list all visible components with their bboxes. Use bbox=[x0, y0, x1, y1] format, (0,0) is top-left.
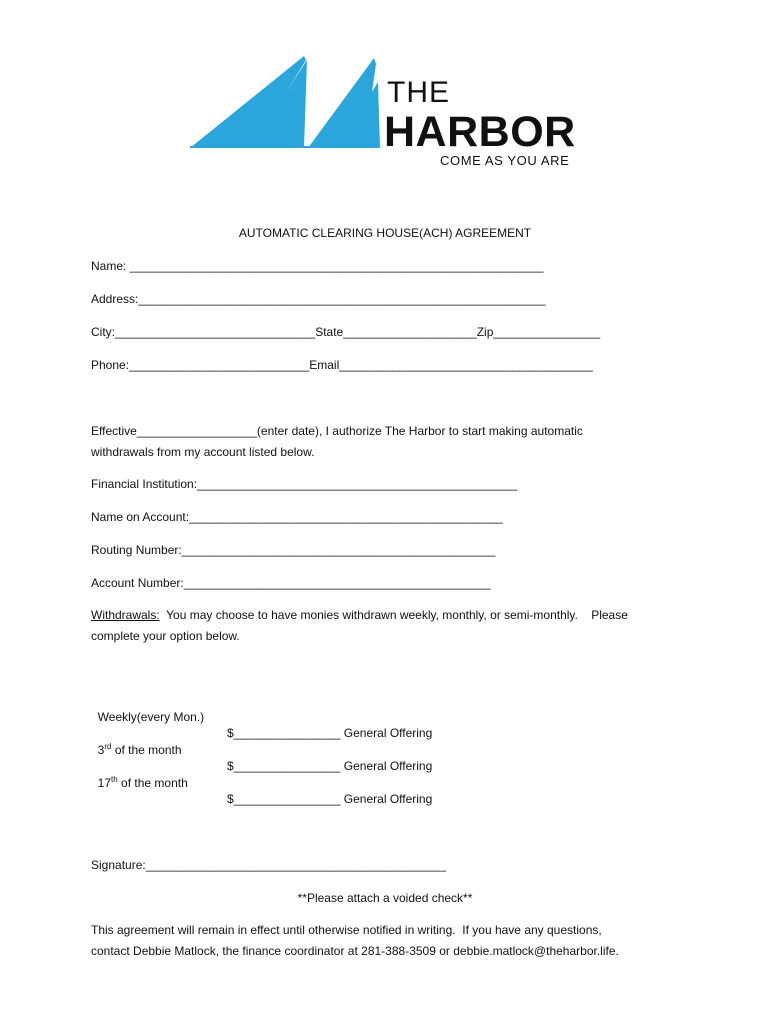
option-amount-field[interactable]: $________________ General Offering bbox=[227, 792, 433, 806]
account-number-field[interactable]: Account Number:______________________________________________ bbox=[91, 576, 491, 590]
option-17th bbox=[91, 759, 433, 807]
phone-email-field[interactable]: Phone:___________________________Email______________________________________ bbox=[91, 358, 593, 372]
effective-date-field[interactable]: Effective__________________(enter date), I authorize The Harbor to start making automatic bbox=[91, 424, 583, 438]
withdrawals-label: Withdrawals: bbox=[91, 608, 160, 622]
option-label: 17th of the month bbox=[97, 775, 188, 790]
logo-text-harbor: HARBOR bbox=[384, 108, 576, 156]
option-label: Weekly(every Mon.) bbox=[97, 710, 205, 724]
option-label: 3rd of the month bbox=[97, 742, 182, 757]
name-field[interactable]: Name: ______________________________________________________________ bbox=[91, 259, 544, 273]
option-amount-field[interactable]: $________________ General Offering bbox=[227, 759, 433, 773]
withdrawals-text: You may choose to have monies withdrawn weekly, monthly, or semi-monthly. Please bbox=[159, 608, 628, 622]
routing-number-field[interactable]: Routing Number:_______________________________________________ bbox=[91, 543, 496, 557]
option-amount-field[interactable]: $________________ General Offering bbox=[227, 726, 433, 740]
name-on-account-field[interactable]: Name on Account:_______________________________________________ bbox=[91, 510, 503, 524]
voided-check-note: **Please attach a voided check** bbox=[297, 891, 473, 905]
logo-text-the: THE bbox=[387, 76, 450, 109]
withdrawals-paragraph bbox=[91, 607, 628, 623]
address-field[interactable]: Address:_____________________________________________________________ bbox=[91, 292, 546, 306]
withdrawals-text-cont: complete your option below. bbox=[91, 629, 240, 643]
financial-institution-field[interactable]: Financial Institution:________________________________________________ bbox=[91, 477, 518, 491]
footer-text-line2: contact Debbie Matlock, the finance coordinator at 281-388-3509 or debbie.matlock@theharbor.life. bbox=[91, 944, 619, 958]
form-title: AUTOMATIC CLEARING HOUSE(ACH) AGREEMENT bbox=[238, 226, 532, 240]
city-state-zip-field[interactable]: City:______________________________State____________________Zip________________ bbox=[91, 325, 601, 339]
footer-text-line1: This agreement will remain in effect until otherwise notified in writing. If you have any questions, bbox=[91, 923, 602, 937]
authorization-text: withdrawals from my account listed below. bbox=[91, 445, 315, 459]
logo-tagline: COME AS YOU ARE bbox=[440, 153, 570, 168]
signature-field[interactable]: Signature:_____________________________________________ bbox=[91, 858, 447, 872]
